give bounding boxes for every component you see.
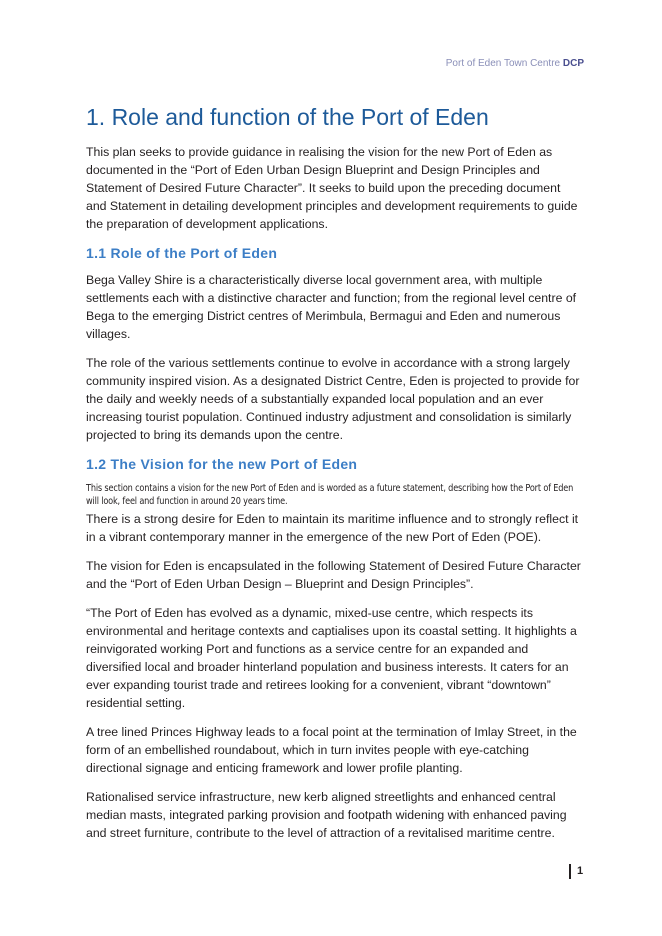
page-content [86, 102, 582, 853]
page-number: 1 [569, 864, 583, 879]
vision-note: This section contains a vision for the new Port of Eden and is worded as a future statement, describing how the Port of Eden will look, feel and function in around 20 years time. [86, 483, 574, 507]
role-paragraph-1: Bega Valley Shire is a characteristically diverse local government area, with multiple settlements each with a distinctive character and function; from the regional level centre of Bega to the emerging District centres of Merimbula, Bermagui and Eden and numerous villages. [86, 273, 577, 341]
vision-paragraph-2: The vision for Eden is encapsulated in the following Statement of Desired Future Character and the “Port of Eden Urban Design – Blueprint and Design Principles”. [86, 559, 581, 591]
section-heading-role: 1.1 Role of the Port of Eden [86, 245, 278, 261]
header-doc-type: DCP [562, 58, 584, 69]
vision-paragraph-5: Rationalised service infrastructure, new kerb aligned streetlights and enhanced central median masts, integrated parking provision and footpath widening with enhanced paving and street furniture, contribute to the level of attraction of a revitalised maritime centre. [86, 790, 567, 840]
vision-paragraph-1: There is a strong desire for Eden to maintain its maritime influence and to strongly reflect it in a vibrant contemporary manner in the emergence of the new Port of Eden (POE). [86, 512, 579, 544]
section-heading-vision: 1.2 The Vision for the new Port of Eden [86, 456, 358, 472]
intro-paragraph: This plan seeks to provide guidance in realising the vision for the new Port of Eden as documented in the “Port of Eden Urban Design Blueprint and Design Principles and Statement of Desired Future Character”. It seeks to build upon the preceding document and Statement in detailing development principles and development requirements to guide the preparation of development applications. [86, 145, 578, 231]
running-header [446, 58, 584, 69]
header-doc-name: Port of Eden Town Centre [445, 58, 561, 69]
page-title: 1. Role and function of the Port of Eden [86, 104, 489, 130]
vision-paragraph-4: A tree lined Princes Highway leads to a focal point at the termination of Imlay Street, in the form of an embellished roundabout, which in turn invites people with eye-catching directional signage and enticing framework and lower profile planting. [86, 725, 577, 775]
vision-paragraph-3: “The Port of Eden has evolved as a dynamic, mixed-use centre, which respects its environmental and heritage contexts and captialises upon its coastal setting. It highlights a reinvigorated working Port and functions as a service centre for an expanded and diversified local and broader hinterland population and business interests. It caters for an ever expanding tourist trade and retirees looking for a convenient, vibrant “downtown” residential setting. [86, 606, 577, 710]
role-paragraph-2: The role of the various settlements continue to evolve in accordance with a strong largely community inspired vision. As a designated District Centre, Eden is projected to provide for the daily and weekly needs of a substantially expanded local population and an ever increasing tourist population. Continued industry adjustment and consolidation is similarly projected to bring its demands upon the centre. [86, 356, 580, 442]
